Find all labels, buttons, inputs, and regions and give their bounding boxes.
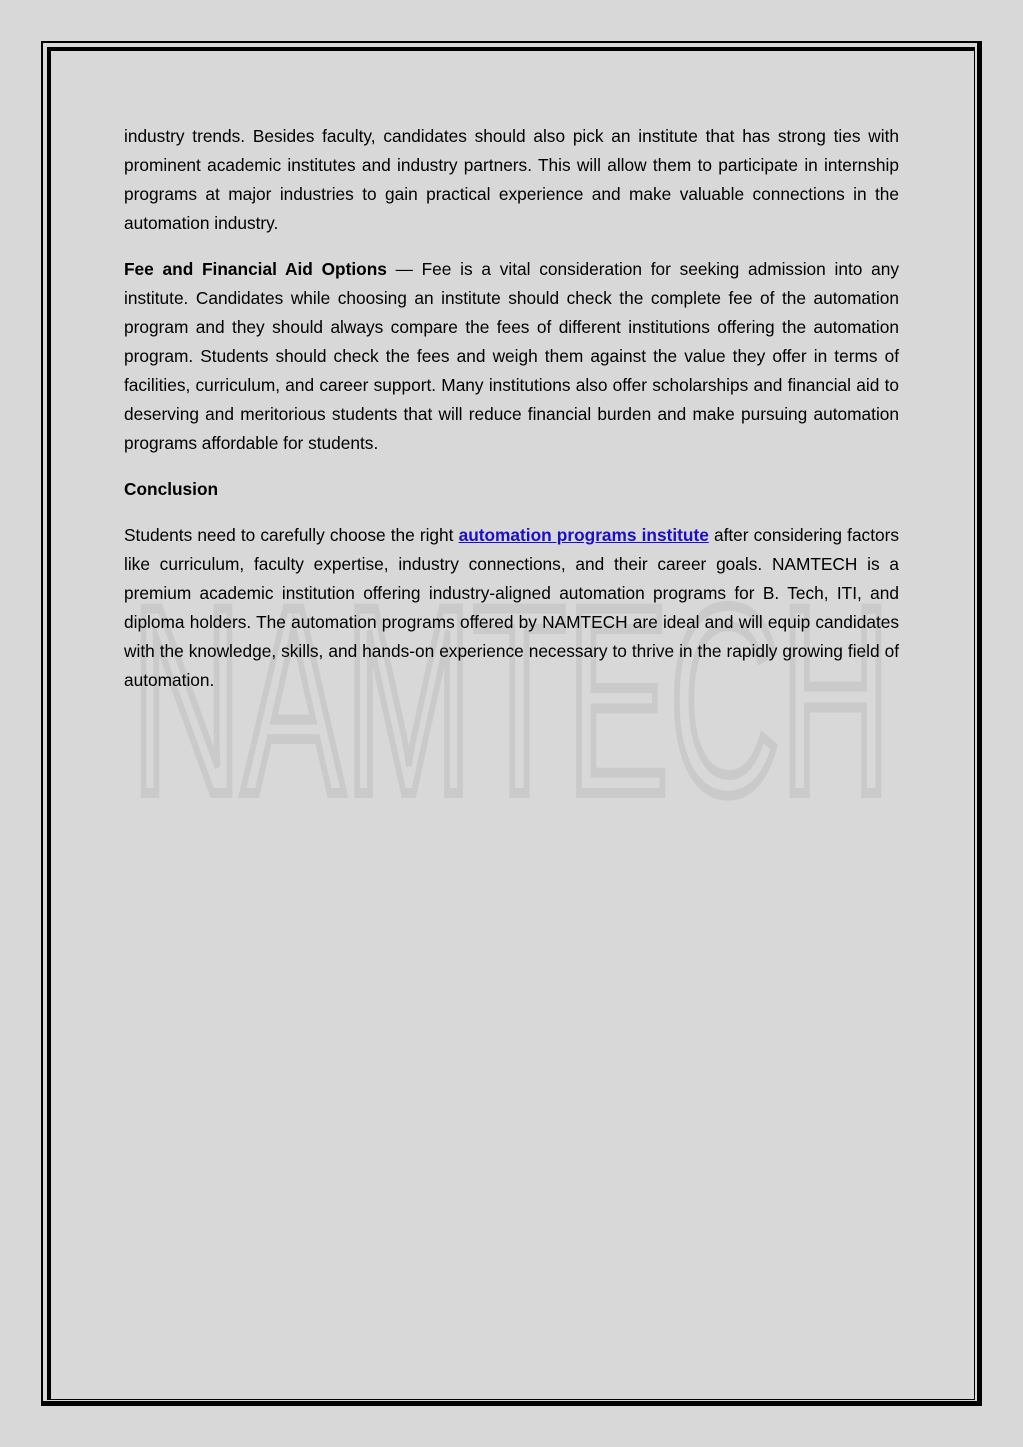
conclusion-heading: Conclusion (124, 479, 219, 499)
conclusion-text-after-link: after considering factors like curriculum, faculty expertise, industry connections, and their career goals. NAMTECH is a premium academic institution offering industry-aligned automation programs for B. Tech, ITI, and diploma holders. The automation programs offered by NAMTECH are ideal and will equip candidates with the knowledge, skills, and hands-on experience necessary to thrive in the rapidly growing field of automation. (124, 525, 899, 690)
conclusion-paragraph (124, 521, 899, 695)
fee-paragraph (124, 255, 899, 458)
fee-body: — Fee is a vital consideration for seeking admission into any institute. Candidates while choosing an institute should check the complete fee of the automation program and they should always compare the fees of different institutions offering the automation program. Students should check the fees and weigh them against the value they offer in terms of facilities, curriculum, and career support. Many institutions also offer scholarships and financial aid to deserving and meritorious students that will reduce financial burden and make pursuing automation programs affordable for students. (124, 259, 899, 453)
fee-heading: Fee and Financial Aid Options (124, 259, 387, 279)
document-body (124, 122, 899, 712)
watermark-text: NAMTECH (131, 550, 891, 835)
conclusion-text-before-link: Students need to carefully choose the right (124, 525, 459, 545)
intro-paragraph: industry trends. Besides faculty, candidates should also pick an institute that has strong ties with prominent academic institutes and industry partners. This will allow them to participate in internship programs at major industries to gain practical experience and make valuable connections in the automation industry. (124, 126, 899, 233)
conclusion-heading-paragraph (124, 475, 899, 504)
automation-programs-institute-link[interactable]: automation programs institute (458, 525, 709, 545)
